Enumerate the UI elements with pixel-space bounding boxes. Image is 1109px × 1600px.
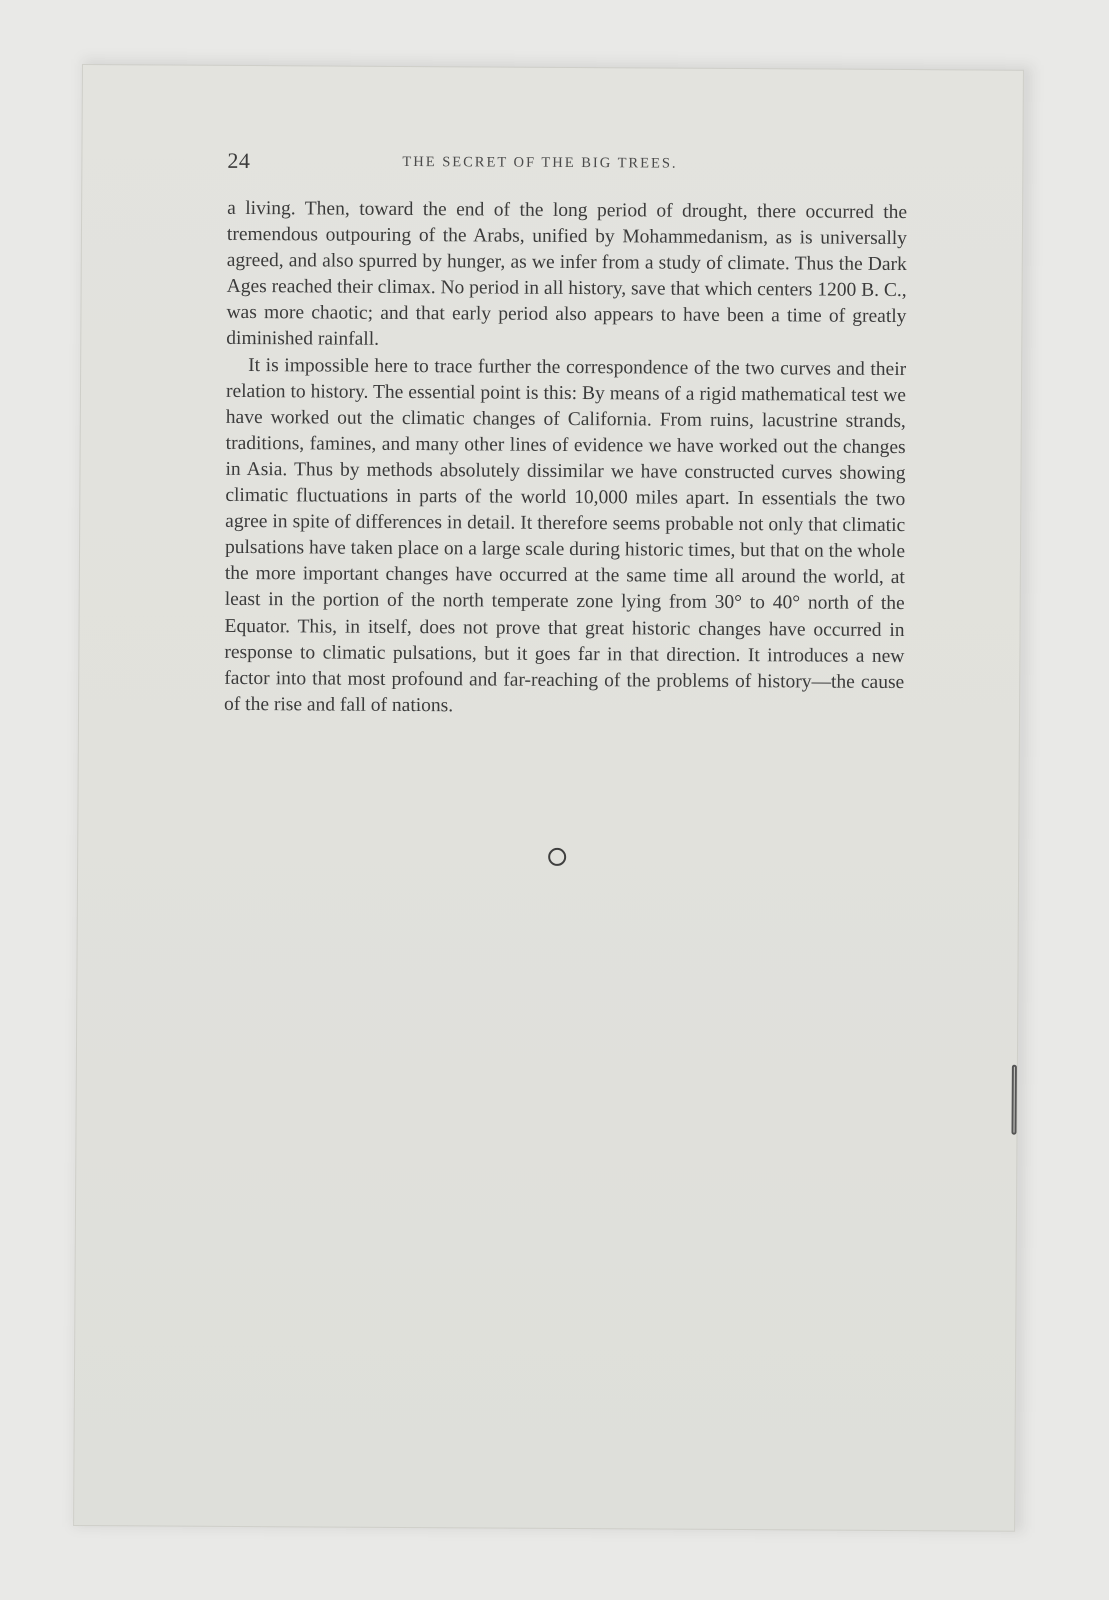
paragraph-1: a living. Then, toward the end of the long period of drought, there occurred the tremendous outpouring of the Arabs, unified by Mohammedanism, as is universally agreed, and also spurred by hunger, as we infer from a study of climate. Thus the Dark Ages reached their climax. No period in all history, save that which centers 1200 B. C., was more chaotic; and that early period also appears to have been a time of greatly diminished rainfall. — [226, 197, 908, 351]
body-text — [224, 196, 907, 722]
running-title: THE SECRET OF THE BIG TREES. — [402, 153, 678, 172]
document-page — [73, 64, 1024, 1532]
staple — [1011, 1065, 1016, 1135]
page-header — [227, 148, 1009, 183]
end-circle-ornament — [548, 848, 566, 866]
paragraph-2: It is impossible here to trace further the correspondence of the two curves and their relation to history. The essential point is this: By means of a rigid mathematical test we have worked out the climatic changes of California. From ruins, lacustrine strands, traditions, famines, and many other lines of evidence we have worked out the changes in Asia. Thus by methods absolutely dissimilar we have constructed curves showing climatic fluctuations in parts of the world 10,000 miles apart. In essentials the two agree in spite of differences in detail. It therefore seems probable not only that climatic pulsations have taken place on a large scale during historic times, but that on the whole the more important changes have occurred at the same time all around the world, at least in the portion of the north temperate zone lying from 30° to 40° north of the Equator. This, in itself, does not prove that great historic changes have occurred in response to climatic pulsations, but it goes far in that direction. It introduces a new factor into that most profound and far-reaching of the problems of history—the cause of the rise and fall of nations. — [224, 354, 907, 717]
page-number: 24 — [227, 147, 251, 174]
